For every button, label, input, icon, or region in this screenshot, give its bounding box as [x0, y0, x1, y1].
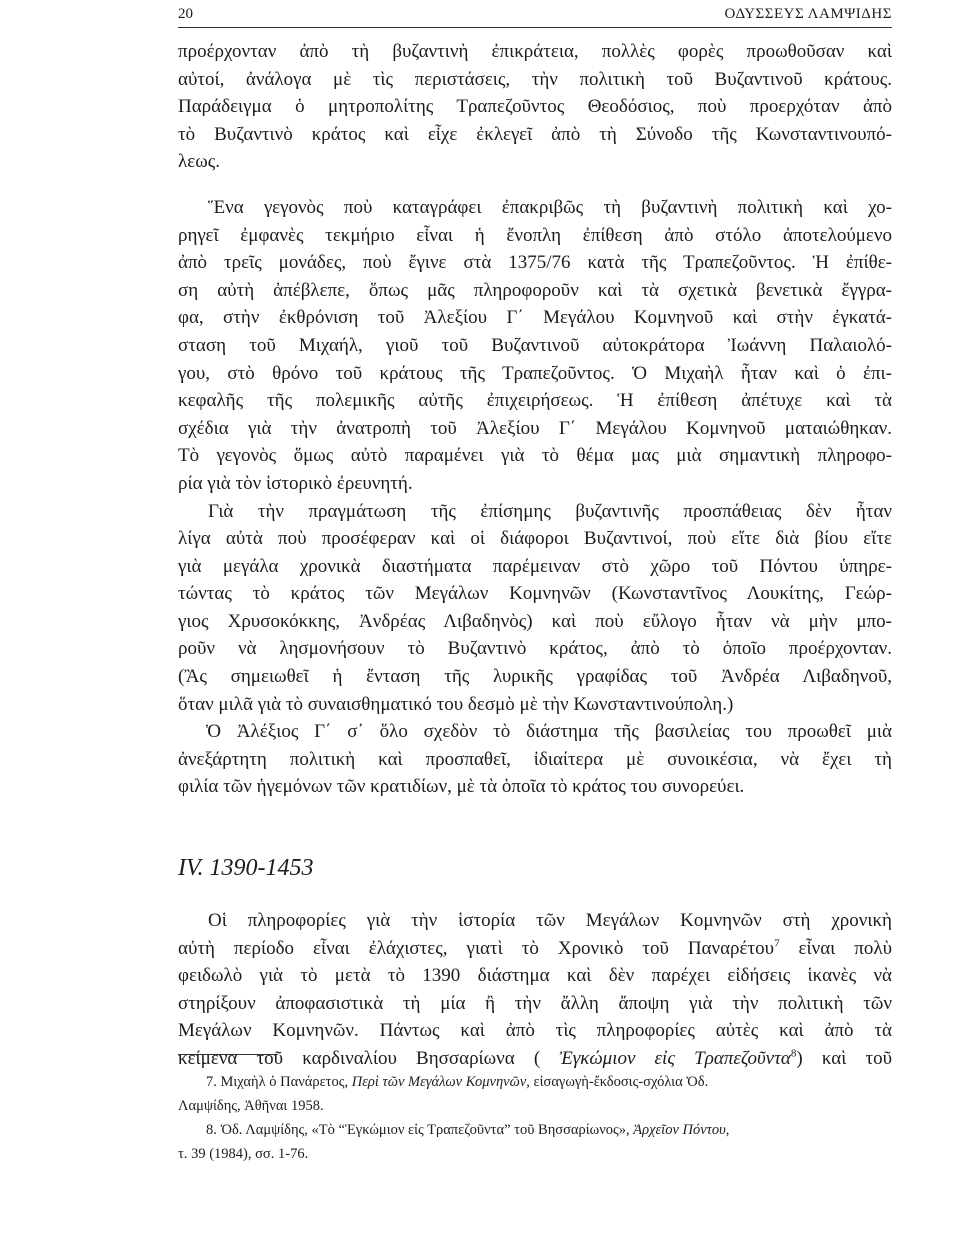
text-line: προέρχονταν ἀπὸ τὴ βυζαντινὴ ἐπικράτεια, πολλὲς φορὲς προωθοῦσαν καὶ — [178, 41, 892, 62]
text-line: Ὁ Ἀλέξιος Γ΄ σ᾽ ὅλο σχεδὸν τὸ διάστημα τῆς βασιλείας του προωθεῖ μιὰ — [206, 721, 892, 743]
running-title: ΟΔΥΣΣΕΥΣ ΛΑΜΨΙΔΗΣ — [724, 6, 892, 22]
text-line: αὐτοί, ἀνάλογα μὲ τὶς περιστάσεις, τὴν πολιτικὴ τοῦ Βυζαντινοῦ κράτους. — [178, 68, 892, 90]
text-line: (Ἂς σημειωθεῖ ἡ ἔνταση τῆς λυρικῆς γραφίδας τοῦ Ἀνδρέα Λιβαδηνοῦ, — [178, 666, 892, 688]
text-line: ση αὐτὴ ἀπέβλεπε, ὅπως μᾶς πληροφοροῦν καὶ τὰ σχετικὰ βενετικὰ ἔγγρα- — [178, 279, 892, 301]
text-line: Οἱ πληροφορίες γιὰ τὴν ἱστορία τῶν Μεγάλων Κομνηνῶν στὴ χρονικὴ — [208, 910, 892, 932]
footnote-8: 8. Ὀδ. Λαμψίδης, «Τὸ “Ἐγκώμιον εἰς Τραπεζοῦντα” τοῦ Βησσαρίωνος», Ἀρχεῖον Πόντου, — [206, 1122, 730, 1138]
text-line: γου, στὸ θρόνο τοῦ κράτους τῆς Τραπεζοῦντος. Ὁ Μιχαὴλ ἦταν καὶ ὁ ἐπι- — [178, 362, 892, 384]
text-line: τὸ Βυζαντινὸ κράτος καὶ εἶχε ἐκλεγεῖ ἀπὸ τὴ Σύνοδο τῆς Κωνσταντινουπό- — [178, 123, 892, 145]
text-line: ἀνεξάρτητη πολιτικὴ καὶ προσπαθεῖ, ἰδιαίτερα μὲ συνοικέσια, νὰ ἔχει τὴ — [178, 748, 892, 770]
text-line: σχέδια γιὰ τὴν ἀνατροπὴ τοῦ Ἀλεξίου Γ΄ Μεγάλου Κομνηνοῦ ματαιώθηκαν. — [178, 417, 892, 439]
paragraph-4 — [178, 718, 892, 801]
text-line: Ἕνα γεγονὸς ποὺ καταγράφει ἐπακριβῶς τὴ βυζαντινὴ πολιτικὴ καὶ χο- — [208, 196, 892, 218]
text-line: γιος Χρυσοκόκκης, Ἀνδρέας Λιβαδηνὸς) καὶ ποὺ εὔλογο ἦταν νὰ μὴν μπο- — [178, 610, 892, 632]
text-line: φειδωλὸ γιὰ τὸ μετὰ τὸ 1390 διάστημα καὶ δὲν παρέχει εἰδήσεις ἱκανὲς νὰ — [178, 965, 892, 987]
text-line: φα, στὴν ἐκθρόνιση τοῦ Ἀλεξίου Γ΄ Μεγάλου Κομνηνοῦ καὶ στὴν ἐγκατά- — [178, 307, 892, 329]
footnote-ref-8: 8 — [790, 1047, 797, 1060]
page-header — [178, 6, 892, 26]
page-number: 20 — [178, 6, 193, 22]
text-line: Γιὰ τὴν πραγμάτωση τῆς ἐπίσημης βυζαντινῆς προσπάθειας δὲν ἦταν — [208, 500, 892, 522]
text-line: ρηγεῖ ἐμφανὲς τεκμήριο εἶναι ἡ ἔνοπλη ἐπίθεση ἀπὸ στόλο ἀποτελούμενο — [178, 224, 892, 246]
text-line: στηρίξουν ἀποφασιστικὰ τὴ μία ἢ τὴν ἄλλη ἄποψη γιὰ τὴν πολιτικὴ τῶν — [178, 992, 892, 1014]
footnote-ref-7: 7 — [774, 937, 780, 950]
work-title: Ἐγκώμιον εἰς Τραπεζοῦντα — [559, 1048, 791, 1069]
text-line: Μεγάλων Κομνηνῶν. Πάντως καὶ ἀπὸ τὶς πληροφορίες αὐτὲς καὶ ἀπὸ τὰ — [178, 1020, 892, 1042]
paragraph-3 — [178, 498, 892, 719]
text-line: αὐτὴ περίοδο εἶναι ἐλάχιστες, γιατὶ τὸ Χρονικὸ τοῦ Παναρέτου$^7$ εἶναι πολὺ — [178, 937, 892, 959]
text-line: κεφαλῆς τῆς πολεμικῆς αὐτῆς ἐπιχειρήσεως. Ἡ ἐπίθεση ἀπέτυχε καὶ τὰ — [178, 390, 892, 412]
footnote-7-cont: Λαμψίδης, Ἀθῆναι 1958. — [178, 1098, 324, 1114]
section-heading: IV. 1390-1453 — [178, 855, 314, 882]
text-line: φιλία τῶν ἡγεμόνων τῶν κρατιδίων, μὲ τὰ ὁποῖα τὸ κράτος του συνορεύει. — [178, 776, 745, 798]
paragraph-5 — [178, 907, 892, 1073]
text-line: τώντας τὸ κράτος τῶν Μεγάλων Κομνηνῶν (Κωνσταντῖνος Λουκίτης, Γεώρ- — [178, 583, 892, 605]
text-line: κείμενα τοῦ καρδιναλίου Βησσαρίωνα ( Ἐγκώμιον εἰς Τραπεζοῦντα$^8$) καὶ τοῦ — [178, 1047, 893, 1069]
text-line: σταση τοῦ Μιχαήλ, γιοῦ τοῦ Βυζαντινοῦ αὐτοκράτορα Ἰωάννη Παλαιολό- — [178, 334, 892, 356]
text-line: Παράδειγμα ὁ μητροπολίτης Τραπεζοῦντος Θεοδόσιος, ποὺ προερχόταν ἀπὸ — [178, 96, 892, 118]
text-line: γιὰ μεγάλα χρονικὰ διαστήματα παρέμειναν στὸ χῶρο τοῦ Πόντου ὑπηρε- — [178, 555, 892, 577]
text-line: ρία γιὰ τὸν ἱστορικὸ ἐρευνητή. — [178, 472, 413, 494]
footnote-7: 7. Μιχαὴλ ὁ Πανάρετος, Περὶ τῶν Μεγάλων Κομνηνῶν, εἰσαγωγὴ-ἔκδοσις-σχόλια Ὀδ. — [206, 1074, 709, 1090]
footnote-8-cont: τ. 39 (1984), σσ. 1-76. — [178, 1146, 309, 1162]
text-line: ὅταν μιλᾶ γιὰ τὸ συναισθηματικό του δεσμὸ μὲ τὴν Κωνσταντινούπολη.) — [178, 693, 734, 715]
header-rule — [178, 27, 892, 28]
text-line: λεως. — [178, 151, 220, 173]
text-line: λίγα αὐτὰ ποὺ προσέφεραν καὶ οἱ διάφοροι Βυζαντινοί, ποὺ εἴτε διὰ βίου εἴτε — [178, 528, 892, 550]
text-line: ἀπὸ τρεῖς μονάδες, ποὺ ἔγινε στὰ 1375/76 κατὰ τῆς Τραπεζοῦντος. Ἡ ἐπίθε- — [178, 252, 892, 274]
paragraph-2 — [178, 194, 892, 498]
footnote-rule — [178, 1054, 278, 1055]
paragraph-1 — [178, 38, 892, 176]
body-text — [178, 38, 892, 1073]
text-line: Τὸ γεγονὸς ὅμως αὐτὸ παραμένει γιὰ τὸ θέμα μας μιὰ σημαντικὴ πληροφο- — [178, 445, 892, 467]
text-line: ροῦν νὰ λησμονήσουν τὸ Βυζαντινὸ κράτος, ἀπὸ τὸ ὁποῖο προέρχονταν. — [178, 638, 892, 660]
footnotes — [178, 1070, 892, 1166]
